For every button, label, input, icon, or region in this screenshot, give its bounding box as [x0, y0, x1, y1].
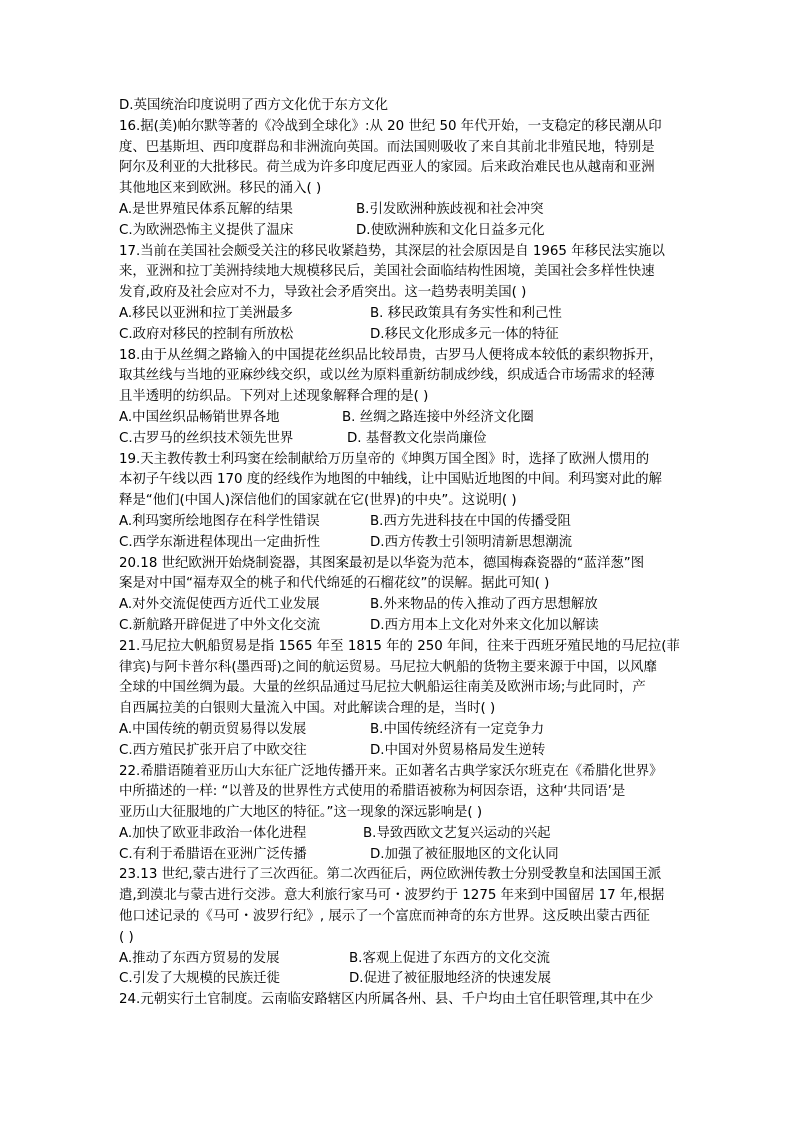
option-c: C.政府对移民的控制有所放松 [119, 326, 294, 342]
question-stem-line: 中所描述的一样: “以普及的世界性方式使用的希腊语被称为柯因奈语，这种‘共同语’是 [119, 784, 626, 800]
question-stem-line: 21.马尼拉大帆船贸易是指 1565 年至 1815 年的 250 年间，往来于西班牙殖民地的马尼拉(菲 [119, 638, 680, 654]
question-20 [119, 554, 687, 637]
question-stem-line: 他口述记录的《马可・波罗行纪》, 展示了一个富庶而神奇的东方世界。这反映出蒙古西征 [119, 909, 650, 925]
question-stem-line: 释是“他们(中国人)深信他们的国家就在它(世界)的中央”。这说明( ) [119, 493, 517, 509]
question-21 [119, 637, 687, 762]
question-stem-line: 取其丝线与当地的亚麻纱线交织，或以丝为原料重新纺制成纱线，织成适合市场需求的轻薄 [119, 368, 655, 384]
question-stem-line: 来，亚洲和拉丁美洲持续地大规模移民后，美国社会面临结构性困境，美国社会多样性快速 [119, 264, 655, 280]
option-d: D.使欧洲种族和文化日益多元化 [356, 222, 545, 238]
question-stem-line: 度、巴基斯坦、西印度群岛和非洲流向英国。而法国则吸收了来自其前北非殖民地，特别是 [119, 139, 655, 155]
question-stem-line: 自西属拉美的白银则大量流入中国。对此解读合理的是，当时( ) [119, 701, 496, 717]
option-row [119, 595, 687, 616]
option-c: C.古罗马的丝织技术领先世界 [119, 430, 294, 446]
option-b: B.外来物品的传入推动了西方思想解放 [370, 597, 598, 613]
option-c: C.有利于希腊语在亚洲广泛传播 [119, 846, 307, 862]
question-stem-line: 阿尔及利亚的大批移民。荷兰成为许多印度尼西亚人的家园。后来政治难民也从越南和亚洲 [119, 160, 655, 176]
option-c: C.为欧洲恐怖主义提供了温床 [119, 222, 294, 238]
option-a: A.移民以亚洲和拉丁美洲最多 [119, 305, 293, 321]
question-stem-line: 19.天主教传教士利玛窦在绘制献给万历皇帝的《坤舆万国全图》时，选择了欧洲人惯用的 [119, 451, 650, 467]
option-row [119, 741, 687, 762]
option-row [119, 969, 687, 990]
option-c: C.新航路开辟促进了中外文化交流 [119, 617, 321, 633]
question-22 [119, 762, 687, 866]
option-d: D.加强了被征服地区的文化认同 [370, 846, 559, 862]
option-row [119, 429, 687, 450]
option-d: D.中国对外贸易格局发生逆转 [370, 742, 546, 758]
option-c: C.引发了大规模的民族迁徙 [119, 971, 280, 987]
question-stem-line: 18.由于从丝绸之路输入的中国提花丝织品比较昂贵，古罗马人便将成本较低的素织物拆开， [119, 347, 663, 363]
question-stem-line: 16.据(美)帕尔默等著的《冷战到全球化》:从 20 世纪 50 年代开始，一支稳定的移民潮从印 [119, 118, 662, 134]
option-b: B.中国传统经济有一定竞争力 [370, 721, 545, 737]
option-b: B.客观上促进了东西方的文化交流 [349, 950, 550, 966]
question-stem-line: 亚历山大征服地的广大地区的特征。”这一现象的深远影响是( ) [119, 805, 483, 821]
question-stem-line: 发育,政府及社会应对不力，导致社会矛盾突出。这一趋势表明美国( ) [119, 285, 527, 301]
option-a: A.对外交流促使西方近代工业发展 [119, 597, 320, 613]
option-b: B.西方先进科技在中国的传播受阻 [370, 513, 571, 529]
question-stem-line: 案是对中国“福寿双全的桃子和代代绵延的石榴花纹”的误解。据此可知( ) [119, 576, 550, 592]
question-17 [119, 242, 687, 346]
question-16 [119, 117, 687, 242]
option-a: A.中国传统的朝贡贸易得以发展 [119, 721, 307, 737]
question-stem-line: 遣,到漠北与蒙古进行交涉。意大利旅行家马可・波罗约于 1275 年来到中国留居 17 年,根据 [119, 888, 665, 904]
question-19 [119, 450, 687, 554]
option-a: A.加快了欧亚非政治一体化进程 [119, 825, 307, 841]
option-row [119, 325, 687, 346]
option-a: A.推动了东西方贸易的发展 [119, 950, 280, 966]
page-content [119, 96, 687, 1011]
option-d: D.促进了被征服地经济的快速发展 [349, 971, 552, 987]
option-row [119, 845, 687, 866]
question-24 [119, 990, 687, 1011]
option-row [119, 533, 687, 554]
option-b: B. 移民政策具有务实性和利己性 [370, 305, 562, 321]
question-stem-line: 律宾)与阿卡普尔科(墨西哥)之间的航运贸易。马尼拉大帆船的货物主要来源于中国，以风靡 [119, 659, 657, 675]
option-d: D. 基督教文化崇尚廉俭 [347, 430, 487, 446]
option-b: B.引发欧洲种族歧视和社会冲突 [356, 201, 544, 217]
option-row [119, 720, 687, 741]
question-stem-line: 且半透明的纺织品。下列对上述现象解释合理的是( ) [119, 389, 429, 405]
option-c: C.西学东渐进程体现出一定曲折性 [119, 534, 321, 550]
option-d: D.西方用本上文化对外来文化加以解读 [370, 617, 599, 633]
question-stem-line: 其他地区来到欧洲。移民的涌入( ) [119, 181, 322, 197]
question-stem-line: 本初子午线以西 170 度的经线作为地图的中轴线，让中国贴近地图的中间。利玛窦对此的解 [119, 472, 662, 488]
option-row [119, 616, 687, 637]
option-d: D.移民文化形成多元一体的特征 [370, 326, 559, 342]
question-stem-line: 全球的中国丝绸为最。大量的丝织品通过马尼拉大帆船运往南美及欧洲市场;与此同时，产 [119, 680, 646, 696]
option-b: B. 丝绸之路连接中外经济文化圈 [342, 409, 534, 425]
option-row [119, 304, 687, 325]
option-row [119, 949, 687, 970]
question-stem-line: 22.希腊语随着亚历山大东征广泛地传播开来。正如著名古典学家沃尔班克在《希腊化世界》 [119, 763, 663, 779]
question-stem-line: ( ) [119, 929, 134, 945]
question-stem-line: 24.元朝实行土官制度。云南临安路辖区内所属各州、县、千户均由土官任职管理,其中在少 [119, 992, 654, 1008]
question-23 [119, 865, 687, 990]
option-c: C.西方殖民扩张开启了中欧交往 [119, 742, 307, 758]
text-line: D.英国统治印度说明了西方文化优于东方文化 [119, 98, 388, 113]
option-a: A.是世界殖民体系瓦解的结果 [119, 201, 293, 217]
question-stem-line: 17.当前在美国社会颇受关注的移民收紧趋势，其深层的社会原因是自 1965 年移民法实施以 [119, 243, 665, 259]
option-d: D.西方传教士引领明清新思想潮流 [370, 534, 573, 550]
question-stem-line: 20.18 世纪欧洲开始烧制瓷器，其图案最初是以华瓷为范本，德国梅森瓷器的“蓝洋葱”图 [119, 555, 645, 571]
option-row [119, 200, 687, 221]
option-row [119, 221, 687, 242]
option-row [119, 512, 687, 533]
option-a: A.利玛窦所绘地图存在科学性错误 [119, 513, 320, 529]
option-row [119, 824, 687, 845]
option-row [119, 408, 687, 429]
question-18 [119, 346, 687, 450]
question-stem-line: 23.13 世纪,蒙古进行了三次西征。第二次西征后，两位欧洲传教士分别受教皇和法国国王派 [119, 867, 662, 883]
option-a: A.中国丝织品畅销世界各地 [119, 409, 280, 425]
option-b: B.导致西欧文艺复兴运动的兴起 [363, 825, 551, 841]
